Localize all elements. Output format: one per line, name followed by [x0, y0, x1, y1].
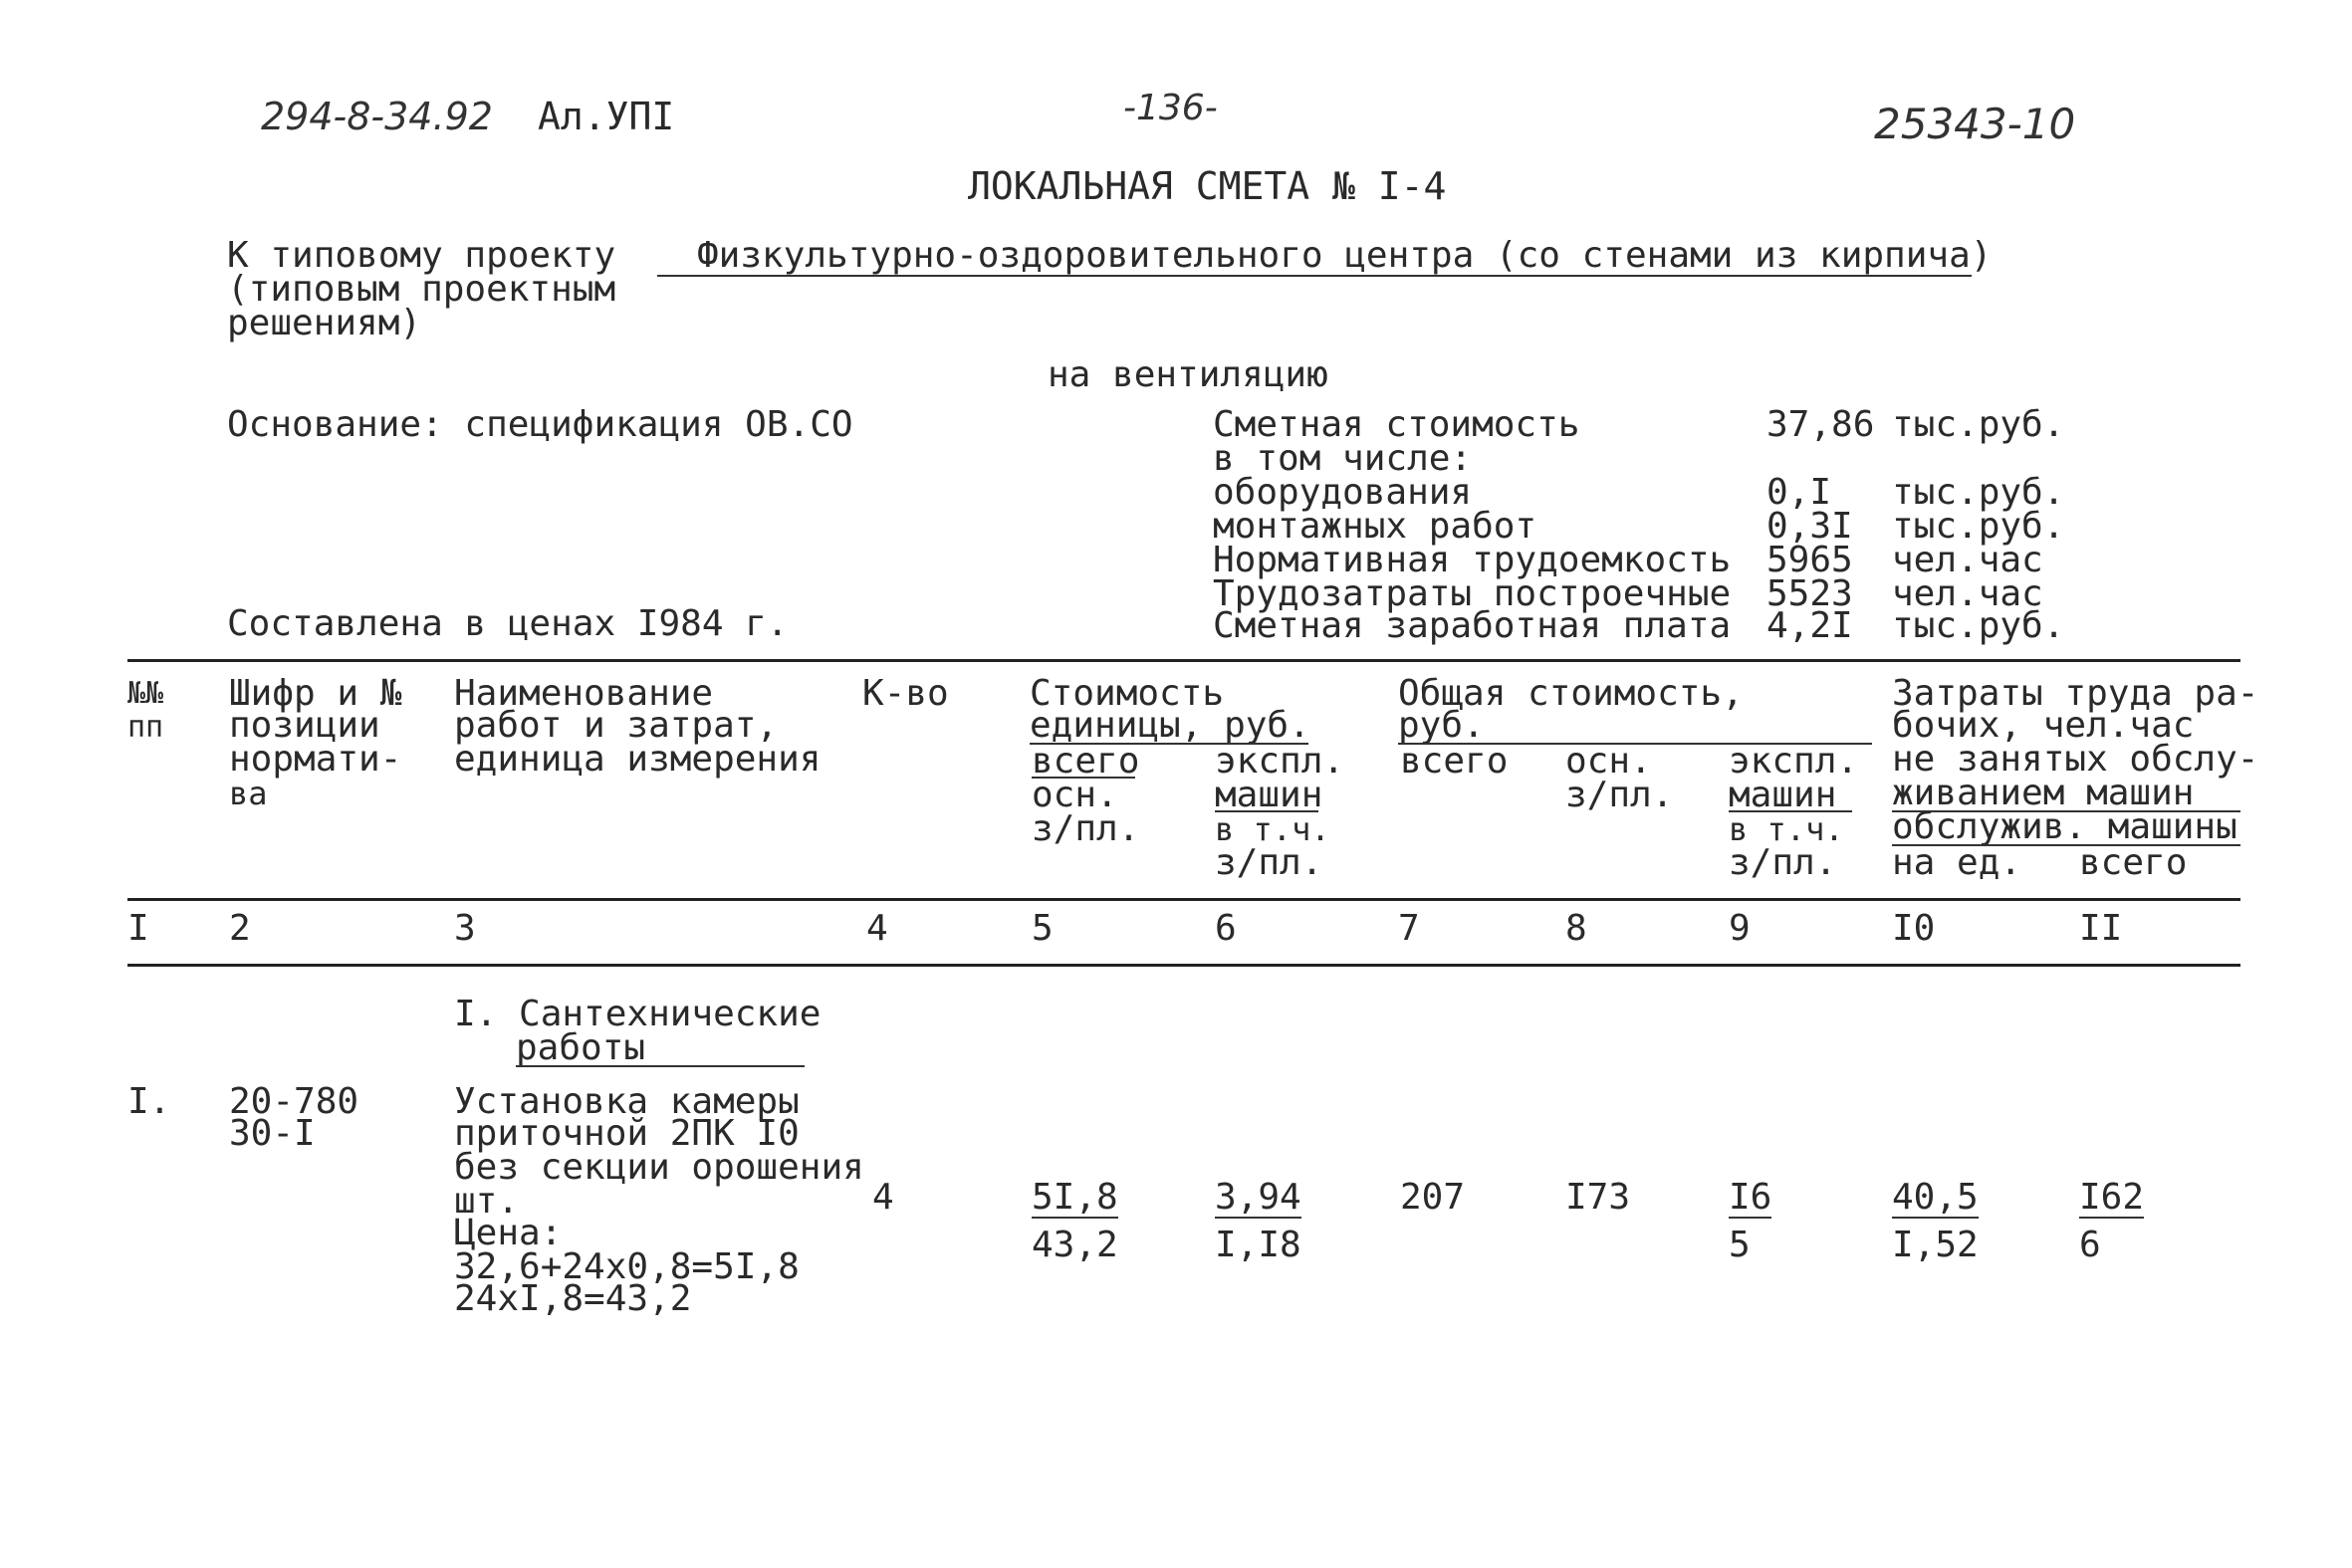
hdr-c8-2: з/пл. — [1565, 775, 1674, 815]
summary-label-0: Сметная стоимость — [1213, 404, 1580, 445]
row-c9-top: I6 — [1729, 1177, 1772, 1218]
page-number: -136- — [1123, 88, 1218, 128]
stamp-number: 25343-10 — [1874, 100, 2076, 148]
project-name: Физкультурно-оздоровительного центра (со стенами из кирпича) — [697, 235, 1993, 276]
hdr-labor-5: обслужив. машины — [1892, 806, 2237, 847]
row-code-2: 30-I — [229, 1113, 316, 1154]
section-title: I. Сантехнические — [454, 994, 822, 1034]
hdr-unit-cost-2: единицы, руб. — [1030, 705, 1310, 746]
table-top-rule — [127, 659, 2240, 662]
row-c10-bottom: I,52 — [1892, 1225, 1979, 1265]
row-c7: 207 — [1400, 1177, 1466, 1218]
row-c10-top: 40,5 — [1892, 1177, 1979, 1218]
row-c9-bottom: 5 — [1729, 1225, 1751, 1265]
row-c5-top: 5I,8 — [1032, 1177, 1118, 1218]
summary-label-5: Трудозатраты построечные — [1213, 573, 1732, 614]
summary-unit-5: чел.час — [1892, 573, 2043, 614]
summary-value-0: 37,86 — [1766, 404, 1875, 445]
summary-unit-4: чел.час — [1892, 540, 2043, 580]
hdr-c6-4: з/пл. — [1215, 842, 1323, 883]
hdr-c2-4: ва — [229, 775, 268, 812]
hdr-c6-2: машин — [1215, 775, 1323, 815]
document-code: 294-8-34.92 — [261, 95, 493, 138]
hdr-c5-1: всего — [1032, 741, 1140, 782]
summary-unit-6: тыс.руб. — [1892, 605, 2065, 646]
summary-unit-2: тыс.руб. — [1892, 472, 2065, 513]
hdr-total-cost-2: руб. — [1398, 705, 1485, 746]
summary-value-5: 5523 — [1766, 573, 1853, 614]
col-num-6: 6 — [1215, 908, 1237, 949]
summary-label-6: Сметная заработная плата — [1213, 605, 1732, 646]
summary-value-2: 0,I — [1766, 472, 1832, 513]
row-name-7: 24xI,8=43,2 — [454, 1278, 692, 1319]
hdr-c9-1: экспл. — [1729, 741, 1859, 782]
col-num-2: 2 — [229, 908, 251, 949]
hdr-c3-1: Наименование — [454, 673, 714, 714]
project-name-underline — [657, 275, 1972, 277]
hdr-labor-4: живанием машин — [1892, 773, 2195, 813]
project-subject: на вентиляцию — [1048, 354, 1328, 395]
row-name-6: 32,6+24x0,8=5I,8 — [454, 1246, 800, 1287]
hdr-c7: всего — [1400, 741, 1509, 782]
col-num-4: 4 — [866, 908, 888, 949]
hdr-c10: на ед. — [1892, 842, 2022, 883]
hdr-c1-2: пп — [127, 710, 164, 745]
summary-unit-3: тыс.руб. — [1892, 506, 2065, 547]
project-label-2: (типовым проектным — [227, 269, 616, 310]
summary-label-2: оборудования — [1213, 472, 1473, 513]
hdr-labor-2: бочих, чел.час — [1892, 705, 2195, 746]
project-label-1: К типовому проекту — [227, 235, 616, 276]
row-name-1: Установка камеры — [454, 1081, 800, 1122]
hdr-c2-1: Шифр и № — [229, 673, 402, 714]
hdr-c2-2: позиции — [229, 705, 380, 746]
row-name-4: шт. — [454, 1181, 520, 1222]
album-label: Ал.УПI — [538, 95, 675, 138]
hdr-c1-1: №№ — [127, 676, 164, 711]
summary-label-1: в том числе: — [1213, 438, 1473, 479]
hdr-c11: всего — [2079, 842, 2188, 883]
hdr-unit-cost-1: Стоимость — [1030, 673, 1225, 714]
col-num-10: I0 — [1892, 908, 1936, 949]
basis-text: Основание: спецификация ОВ.СО — [227, 404, 853, 445]
hdr-c9-2: машин — [1729, 775, 1837, 815]
hdr-c3-3: единица измерения — [454, 739, 822, 780]
hdr-c6-3: в т.ч. — [1215, 810, 1330, 848]
hdr-c8-1: осн. — [1565, 741, 1652, 782]
row-c11-top: I62 — [2079, 1177, 2145, 1218]
row-number: I. — [127, 1081, 171, 1122]
col-num-8: 8 — [1565, 908, 1587, 949]
summary-value-6: 4,2I — [1766, 605, 1853, 646]
col-num-3: 3 — [454, 908, 476, 949]
hdr-c9-3: в т.ч. — [1729, 810, 1844, 848]
summary-unit-0: тыс.руб. — [1892, 404, 2065, 445]
summary-label-4: Нормативная трудоемкость — [1213, 540, 1732, 580]
hdr-c4: К-во — [862, 673, 949, 714]
col-num-7: 7 — [1398, 908, 1420, 949]
summary-value-3: 0,3I — [1766, 506, 1853, 547]
project-label-3: решениям) — [227, 303, 422, 343]
hdr-c9-4: з/пл. — [1729, 842, 1837, 883]
hdr-total-cost-1: Общая стоимость, — [1398, 673, 1744, 714]
prices-text: Составлена в ценах I984 г. — [227, 603, 789, 644]
section-title-2: работы — [516, 1027, 646, 1068]
page-title: ЛОКАЛЬНАЯ СМЕТА № I-4 — [968, 164, 1447, 208]
col-num-9: 9 — [1729, 908, 1751, 949]
row-c5-bottom: 43,2 — [1032, 1225, 1118, 1265]
hdr-labor-1: Затраты труда ра- — [1892, 673, 2259, 714]
hdr-c6-1: экспл. — [1215, 741, 1345, 782]
row-code-1: 20-780 — [229, 1081, 359, 1122]
row-c11-bottom: 6 — [2079, 1225, 2101, 1265]
row-c8: I73 — [1565, 1177, 1631, 1218]
section-underline — [516, 1065, 805, 1067]
hdr-c5-2: осн. — [1032, 775, 1118, 815]
row-qty: 4 — [872, 1177, 894, 1218]
summary-value-4: 5965 — [1766, 540, 1853, 580]
column-numbers-top-rule — [127, 898, 2240, 901]
hdr-labor-3: не занятых обслу- — [1892, 739, 2259, 780]
hdr-c2-3: нормати- — [229, 739, 402, 780]
hdr-c5-3: з/пл. — [1032, 808, 1140, 849]
row-c6-top: 3,94 — [1215, 1177, 1301, 1218]
row-name-3: без секции орошения — [454, 1147, 864, 1188]
row-name-2: приточной 2ПК I0 — [454, 1113, 800, 1154]
row-name-5: Цена: — [454, 1213, 563, 1253]
column-numbers-bottom-rule — [127, 964, 2240, 967]
col-num-5: 5 — [1032, 908, 1054, 949]
row-c6-bottom: I,I8 — [1215, 1225, 1301, 1265]
col-num-11: II — [2079, 908, 2123, 949]
hdr-c3-2: работ и затрат, — [454, 705, 779, 746]
summary-label-3: монтажных работ — [1213, 506, 1537, 547]
col-num-1: I — [127, 908, 149, 949]
